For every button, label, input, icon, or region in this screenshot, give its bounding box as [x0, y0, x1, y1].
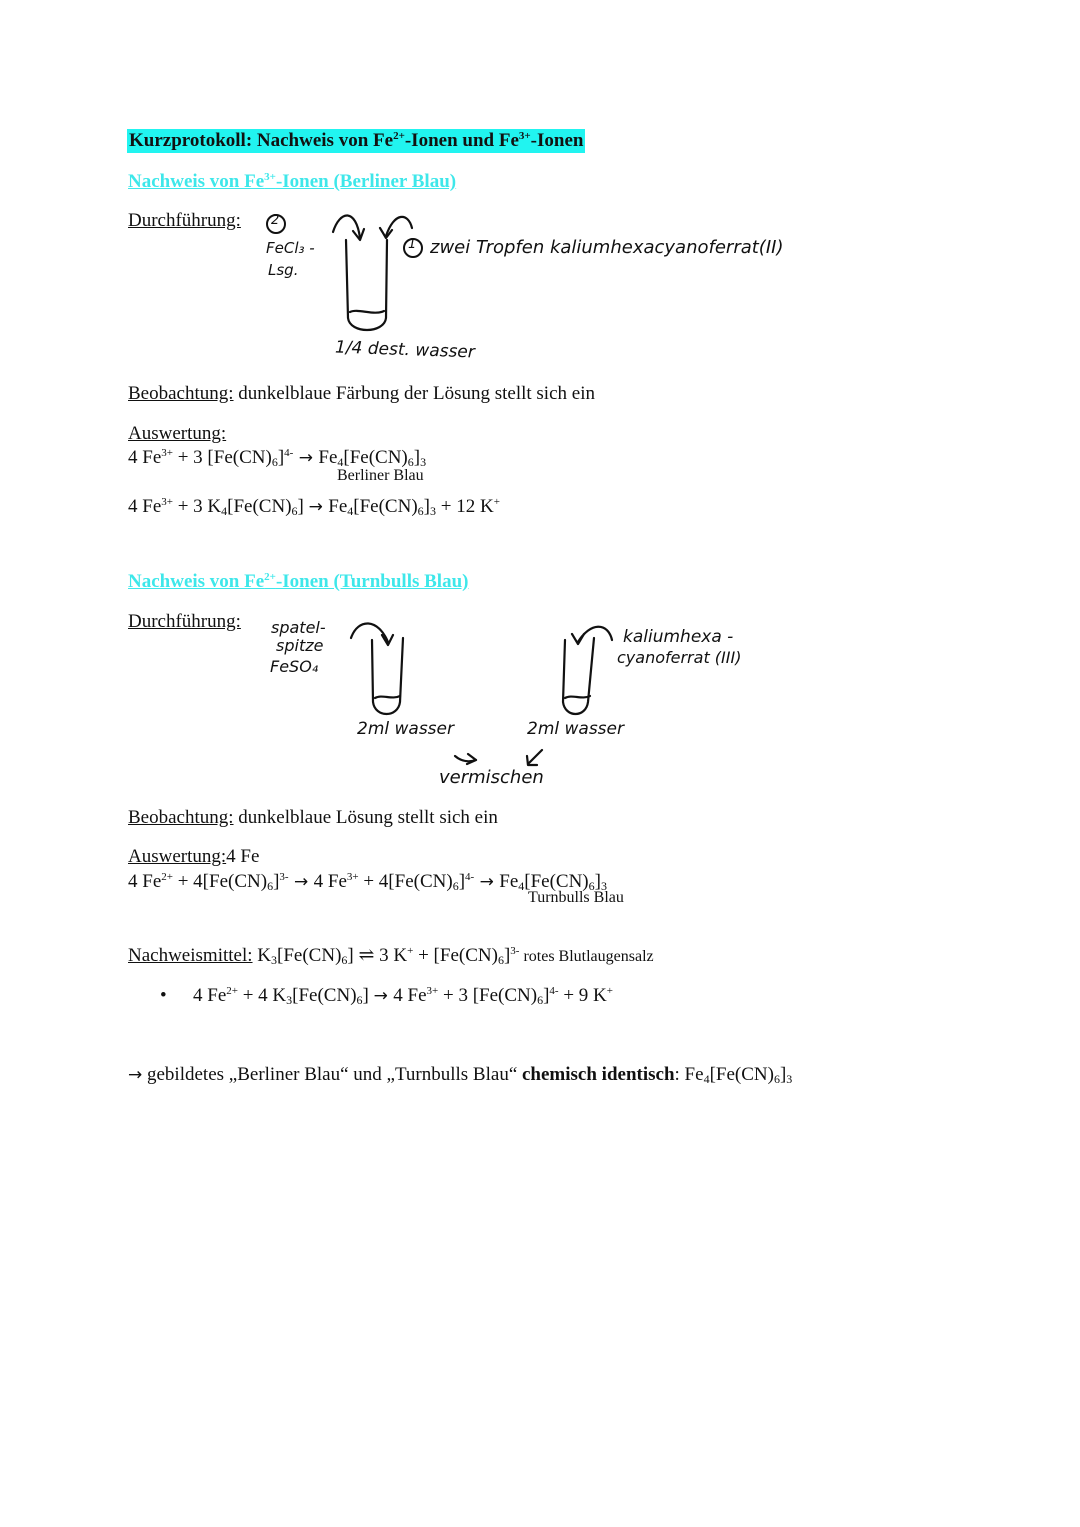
right-liquid-line — [565, 696, 590, 698]
wasser-left-label: 2ml wasser — [357, 719, 454, 739]
circle-1-label: 1 — [408, 237, 417, 252]
bullet-equation: 4 $Fe^{2+} + 4$ $K_3[Fe(CN)_6] \to 4$ $Fe^{3+} + 3$ $[Fe(CN)_6]^{4-} + 9$ K+ — [193, 985, 613, 1007]
turnbulls-blau-caption: Turnbulls Blau — [528, 889, 624, 906]
vermischen-label: vermischen — [439, 767, 544, 788]
auswertung-label-1: Auswertung: — [128, 423, 227, 444]
circle-2-label: 2 — [271, 213, 280, 228]
spatel-label-2: spitze — [276, 636, 324, 655]
equation-2: 4 $Fe^{3+} + 3$ $K_4[Fe(CN)_6] \to Fe_4[Fe(CN)_6]_3 + 12$ K+ — [128, 496, 500, 518]
kalium-label-2: cyanoferrat (III) — [617, 648, 742, 667]
arrow-to-mix-right — [528, 750, 542, 764]
bullet-marker: • — [160, 985, 167, 1006]
right-test-tube — [563, 638, 594, 714]
conclusion-line: → gebildetes „Berliner Blau“ und „Turnbulls Blau“ chemisch identisch: $Fe_4[Fe(CN)_6]_3$ — [128, 1064, 793, 1086]
spatel-label-1: spatel- — [271, 618, 326, 637]
equation-1: 4 $Fe^{3+} + 3$ $[Fe(CN)_6]^{4-} \to Fe_4[Fe(CN)_6]_3$ — [128, 447, 427, 469]
wasser-right-label: 2ml wasser — [527, 719, 624, 739]
arrowhead-kalium — [572, 634, 584, 644]
feso4-label: FeSO₄ — [270, 657, 319, 676]
durchfuehrung-label-2: Durchführung: — [128, 611, 241, 632]
section-heading-berliner-blau: Nachweis von $Fe^{3+}$-Ionen (Berliner Blau) — [128, 171, 457, 192]
page-title: Kurzprotokoll: Nachweis von $Fe^{2+}$-Ionen und $Fe^{3+}$-Ionen — [129, 130, 584, 151]
durchfuehrung-label: Durchführung: — [128, 210, 241, 231]
berliner-blau-caption: Berliner Blau — [337, 467, 424, 484]
nachweismittel-line: Nachweismittel: $K_3[Fe(CN)_6]$ ⇌ 3 $K^+ + [Fe(CN)_6]^{3-}$ rotes Blutlaugensalz — [128, 945, 654, 967]
tropfen-label: zwei Tropfen kaliumhexacyanoferrat(II) — [430, 237, 784, 258]
left-test-tube — [372, 638, 403, 714]
wasser-label: 1/4 dest. wasser — [334, 337, 476, 363]
curved-arrow-spatel — [351, 623, 388, 642]
beobachtung-2: Beobachtung: dunkelblaue Lösung stellt sich ein — [128, 807, 498, 828]
beobachtung-1: Beobachtung: dunkelblaue Färbung der Lösung stellt sich ein — [128, 383, 595, 404]
lsg-label: Lsg. — [268, 261, 299, 279]
equation-3: 4 $Fe^{2+} + 4[Fe(CN)_6]^{3-} \to 4$ $Fe^{3+} + 4[Fe(CN)_6]^{4-} \to Fe_4[Fe(CN)_6]_3$ — [128, 871, 607, 893]
kalium-label-1: kaliumhexa - — [623, 627, 734, 647]
auswertung-2: Auswertung:4 Fe — [128, 846, 260, 867]
arrowhead-mix-left — [467, 754, 476, 764]
left-liquid-line — [375, 696, 400, 698]
fecl3-label: FeCl₃ - — [266, 239, 315, 257]
section-heading-turnbulls-blau: Nachweis von $Fe^{2+}$-Ionen (Turnbulls Blau) — [128, 571, 469, 592]
